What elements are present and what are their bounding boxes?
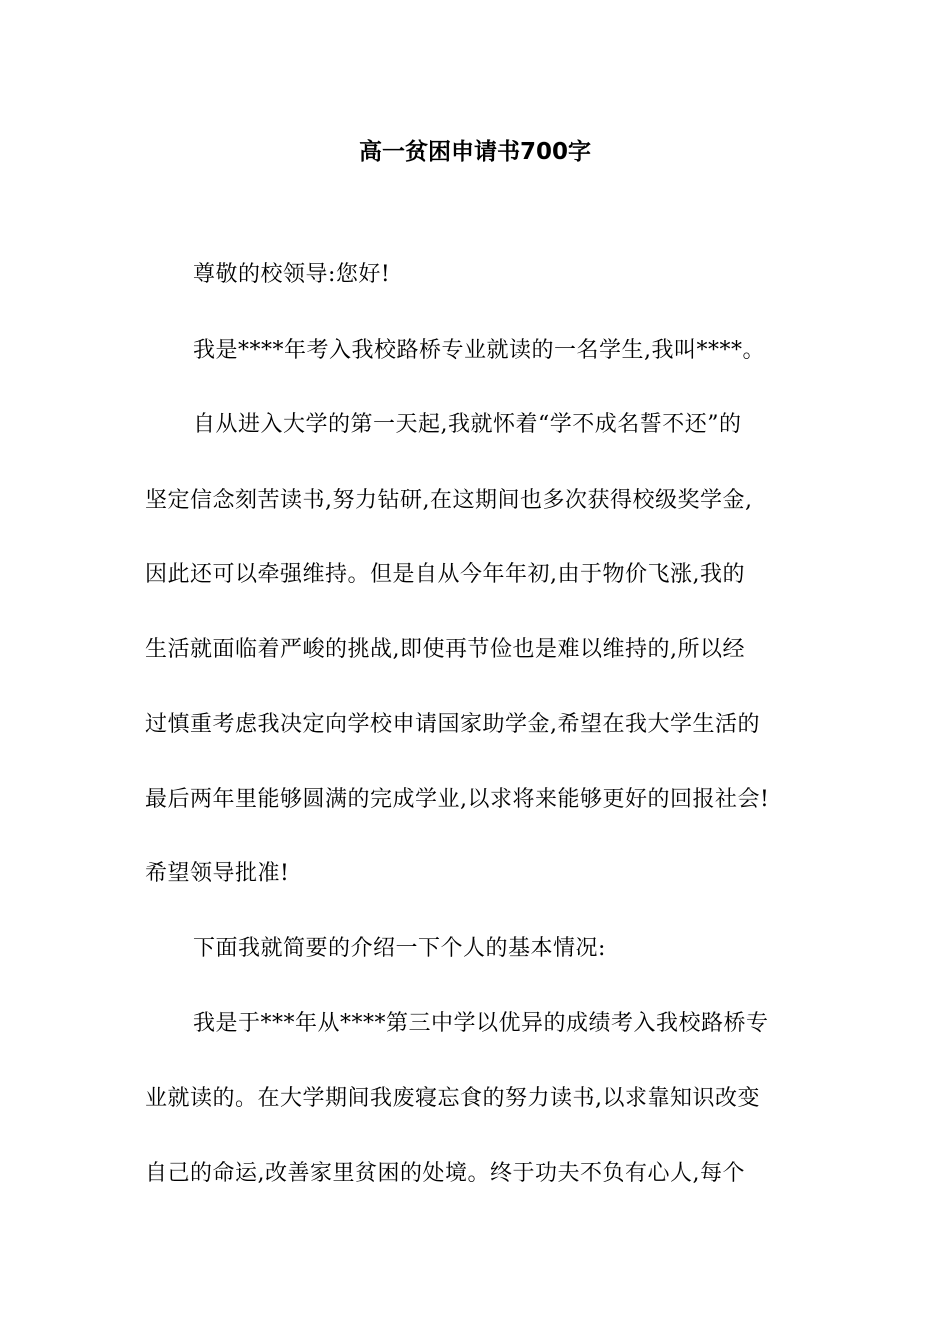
paragraph-line: 自己的命运,改善家里贫困的处境。终于功夫不负有心人,每个	[145, 1161, 745, 1186]
paragraph-line: 生活就面临着严峻的挑战,即使再节俭也是难以维持的,所以经	[145, 637, 745, 662]
paragraph-line: 因此还可以牵强维持。但是自从今年年初,由于物价飞涨,我的	[145, 562, 745, 587]
paragraph-line: 业就读的。在大学期间我废寝忘食的努力读书,以求靠知识改变	[145, 1086, 760, 1111]
paragraph-line: 我是于***年从****第三中学以优异的成绩考入我校路桥专	[193, 1011, 769, 1036]
paragraph-line: 坚定信念刻苦读书,努力钻研,在这期间也多次获得校级奖学金,	[145, 488, 753, 513]
paragraph-line: 过慎重考虑我决定向学校申请国家助学金,希望在我大学生活的	[145, 712, 760, 737]
paragraph-line: 尊敬的校领导:您好!	[193, 262, 391, 287]
paragraph-line: 最后两年里能够圆满的完成学业,以求将来能够更好的回报社会!	[145, 787, 770, 812]
paragraph-line: 自从进入大学的第一天起,我就怀着“学不成名誓不还”的	[193, 412, 742, 437]
paragraph-line: 我是****年考入我校路桥专业就读的一名学生,我叫****。	[193, 338, 765, 363]
document-title: 高一贫困申请书700字	[358, 139, 591, 165]
paragraph-line: 希望领导批准!	[145, 861, 290, 886]
paragraph-line: 下面我就简要的介绍一下个人的基本情况:	[193, 936, 606, 961]
